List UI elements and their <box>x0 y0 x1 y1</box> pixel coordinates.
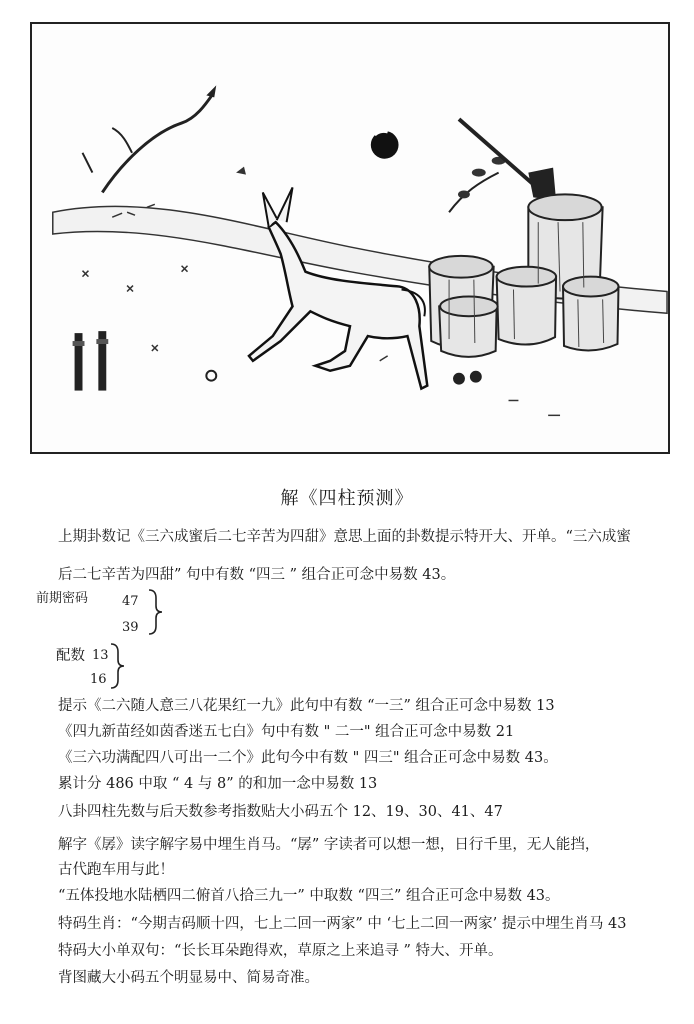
scene-drawing <box>32 24 668 452</box>
pair-value-2: 16 <box>90 672 107 687</box>
hint-line-2: 《四九新苗经如茵香迷五七白》句中有数 " 二一" 组合正可念中易数 21 <box>58 724 515 740</box>
hint-line-3: 《三六功满配四八可出一二个》此句今中有数 " 四三" 组合正可念中易数 43。 <box>58 750 558 766</box>
hint-line-5: 八卦四柱先数与后天数参考指数贴大小码五个 12、19、30、41、47 <box>58 804 503 820</box>
hint-line-6: 解字《孱》读字解字易中埋生肖马。“孱” 字读者可以想一想，日行千里，无人能挡， <box>58 837 600 853</box>
axe-handle <box>459 119 540 190</box>
hint-line-1: 提示《二六随人意三八花果红一九》此句中有数 “一三” 组合正可念中易数 13 <box>58 698 555 714</box>
prev-code-value-1: 47 <box>122 594 139 609</box>
pair-value-1: 13 <box>92 648 109 663</box>
brace-icon <box>146 588 164 636</box>
brace-icon <box>108 642 126 690</box>
hint-line-7: 古代跑车用与此！ <box>58 862 174 878</box>
hint-line-4: 累计分 486 中取 “ 4 与 8” 的和加一念中易数 13 <box>58 776 378 792</box>
hint-line-11: 背图藏大小码五个明显易中、简易奇准。 <box>58 970 319 986</box>
prev-code-label: 前期密码 <box>36 591 89 606</box>
article-title: 解《四柱预测》 <box>280 488 414 509</box>
hint-line-9: 特码生肖：“今期吉码顺十四，七上二回一两家” 中 ‘七上二回一两家’ 提示中埋生肖马 43 <box>58 916 627 932</box>
hint-line-10: 特码大小单双句：“长长耳朵跑得欢，草原之上来追寻 ” 特大、开单。 <box>58 943 503 959</box>
illustration-deer-scene <box>30 22 670 454</box>
paragraph-line-1: 上期卦数记《三六成蜜后二七辛苦为四甜》意思上面的卦数提示特开大、开单。“三六成蜜 <box>58 529 631 545</box>
paragraph-line-2: 后二七辛苦为四甜” 句中有数 “四三 ” 组合正可念中易数 43。 <box>58 567 456 583</box>
hint-line-8: “五体投地水陆栖四二俯首八拾三九一” 中取数 “四三” 组合正可念中易数 43。 <box>58 888 560 904</box>
tree-stumps <box>429 194 618 356</box>
pair-label: 配数 <box>56 648 85 664</box>
wooden-posts <box>73 331 109 390</box>
branch <box>102 93 213 192</box>
leaf <box>236 167 246 175</box>
prev-code-value-2: 39 <box>122 620 139 635</box>
